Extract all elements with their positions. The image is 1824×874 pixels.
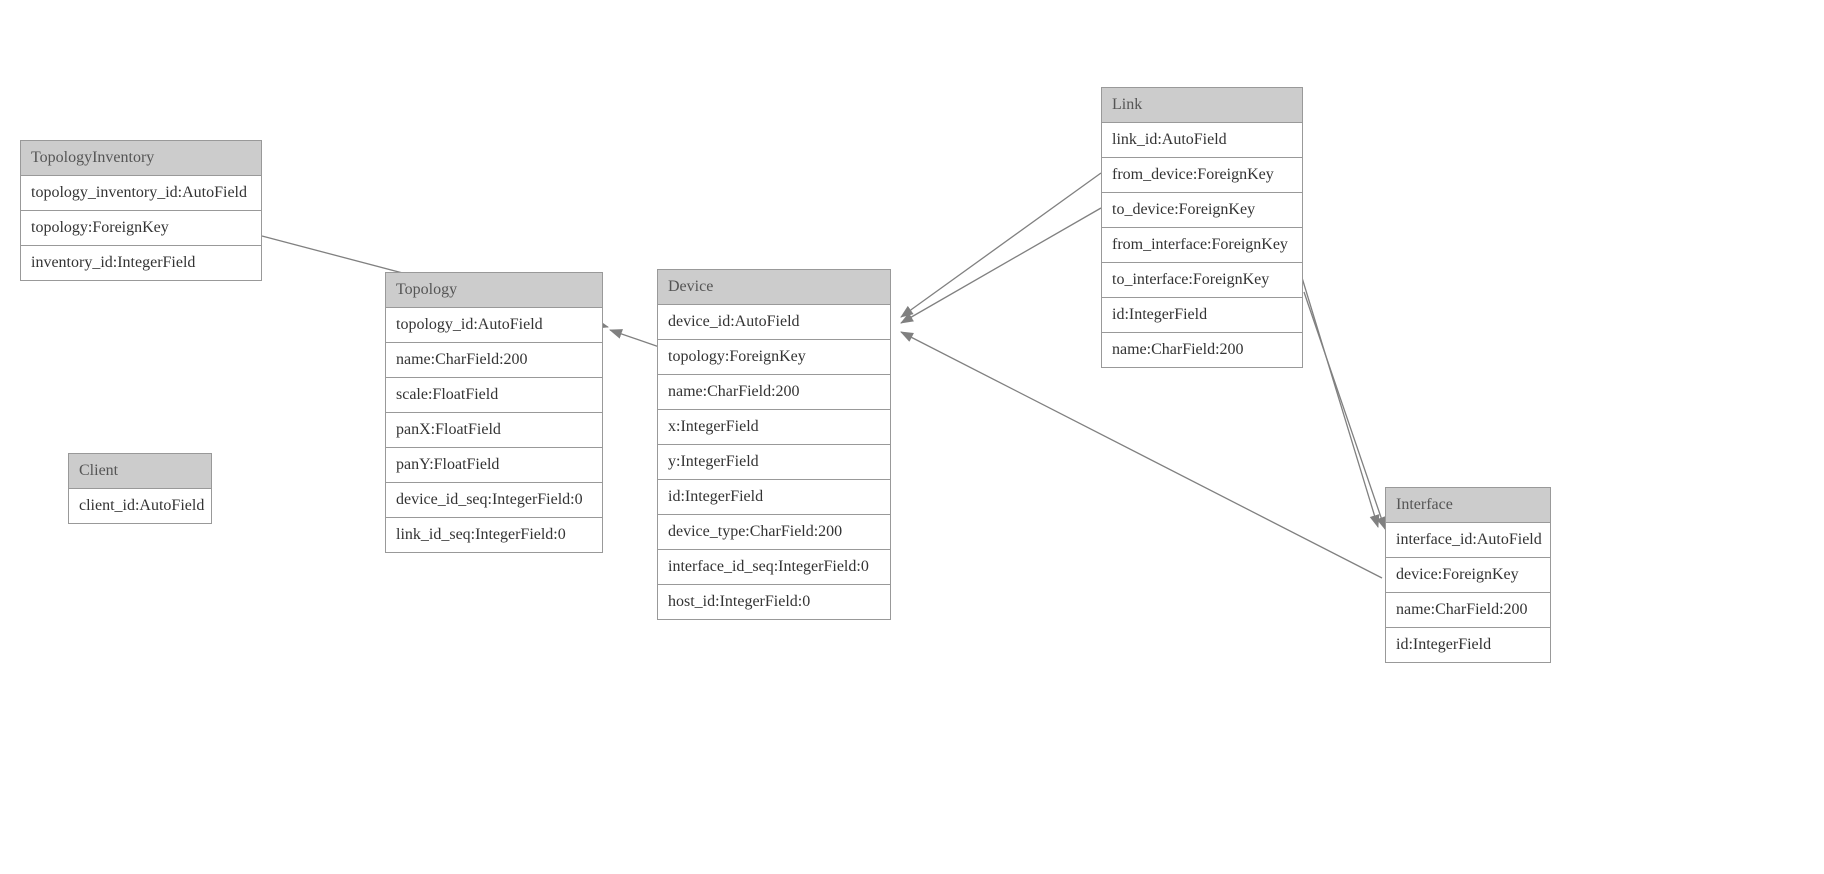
entity-field: from_interface:ForeignKey: [1102, 228, 1302, 263]
entity-field: id:IntegerField: [1386, 628, 1550, 662]
entity-title: TopologyInventory: [21, 141, 261, 176]
entity-field: device_id_seq:IntegerField:0: [386, 483, 602, 518]
entity-field: to_device:ForeignKey: [1102, 193, 1302, 228]
edge-link-interface-from: [1296, 258, 1378, 527]
entity-title: Topology: [386, 273, 602, 308]
entity-field: device_type:CharField:200: [658, 515, 890, 550]
entity-title: Link: [1102, 88, 1302, 123]
entity-field: name:CharField:200: [658, 375, 890, 410]
entity-field: interface_id_seq:IntegerField:0: [658, 550, 890, 585]
entity-field: link_id_seq:IntegerField:0: [386, 518, 602, 552]
edge-interface-device: [901, 332, 1382, 578]
entity-field: name:CharField:200: [1102, 333, 1302, 367]
entity-link[interactable]: [1101, 87, 1303, 368]
entity-field: to_interface:ForeignKey: [1102, 263, 1302, 298]
entity-device[interactable]: [657, 269, 891, 620]
entity-field: device:ForeignKey: [1386, 558, 1550, 593]
edge-link-device-from: [901, 173, 1101, 317]
entity-field: scale:FloatField: [386, 378, 602, 413]
entity-field: y:IntegerField: [658, 445, 890, 480]
entity-field: link_id:AutoField: [1102, 123, 1302, 158]
entity-client[interactable]: [68, 453, 212, 524]
entity-field: inventory_id:IntegerField: [21, 246, 261, 280]
entity-field: name:CharField:200: [1386, 593, 1550, 628]
entity-interface[interactable]: [1385, 487, 1551, 663]
entity-field: topology_id:AutoField: [386, 308, 602, 343]
edge-link-device-to: [901, 208, 1101, 323]
entity-field: id:IntegerField: [658, 480, 890, 515]
entity-topology[interactable]: [385, 272, 603, 553]
edge-link-interface-to: [1304, 292, 1385, 529]
entity-field: interface_id:AutoField: [1386, 523, 1550, 558]
entity-field: id:IntegerField: [1102, 298, 1302, 333]
entity-field: client_id:AutoField: [69, 489, 211, 523]
entity-field: device_id:AutoField: [658, 305, 890, 340]
entity-field: host_id:IntegerField:0: [658, 585, 890, 619]
entity-field: from_device:ForeignKey: [1102, 158, 1302, 193]
entity-field: topology:ForeignKey: [658, 340, 890, 375]
entity-field: panX:FloatField: [386, 413, 602, 448]
entity-field: name:CharField:200: [386, 343, 602, 378]
entity-title: Client: [69, 454, 211, 489]
entity-title: Device: [658, 270, 890, 305]
entity-topologyinventory[interactable]: [20, 140, 262, 281]
entity-field: panY:FloatField: [386, 448, 602, 483]
entity-field: x:IntegerField: [658, 410, 890, 445]
entity-title: Interface: [1386, 488, 1550, 523]
entity-field: topology_inventory_id:AutoField: [21, 176, 261, 211]
entity-field: topology:ForeignKey: [21, 211, 261, 246]
